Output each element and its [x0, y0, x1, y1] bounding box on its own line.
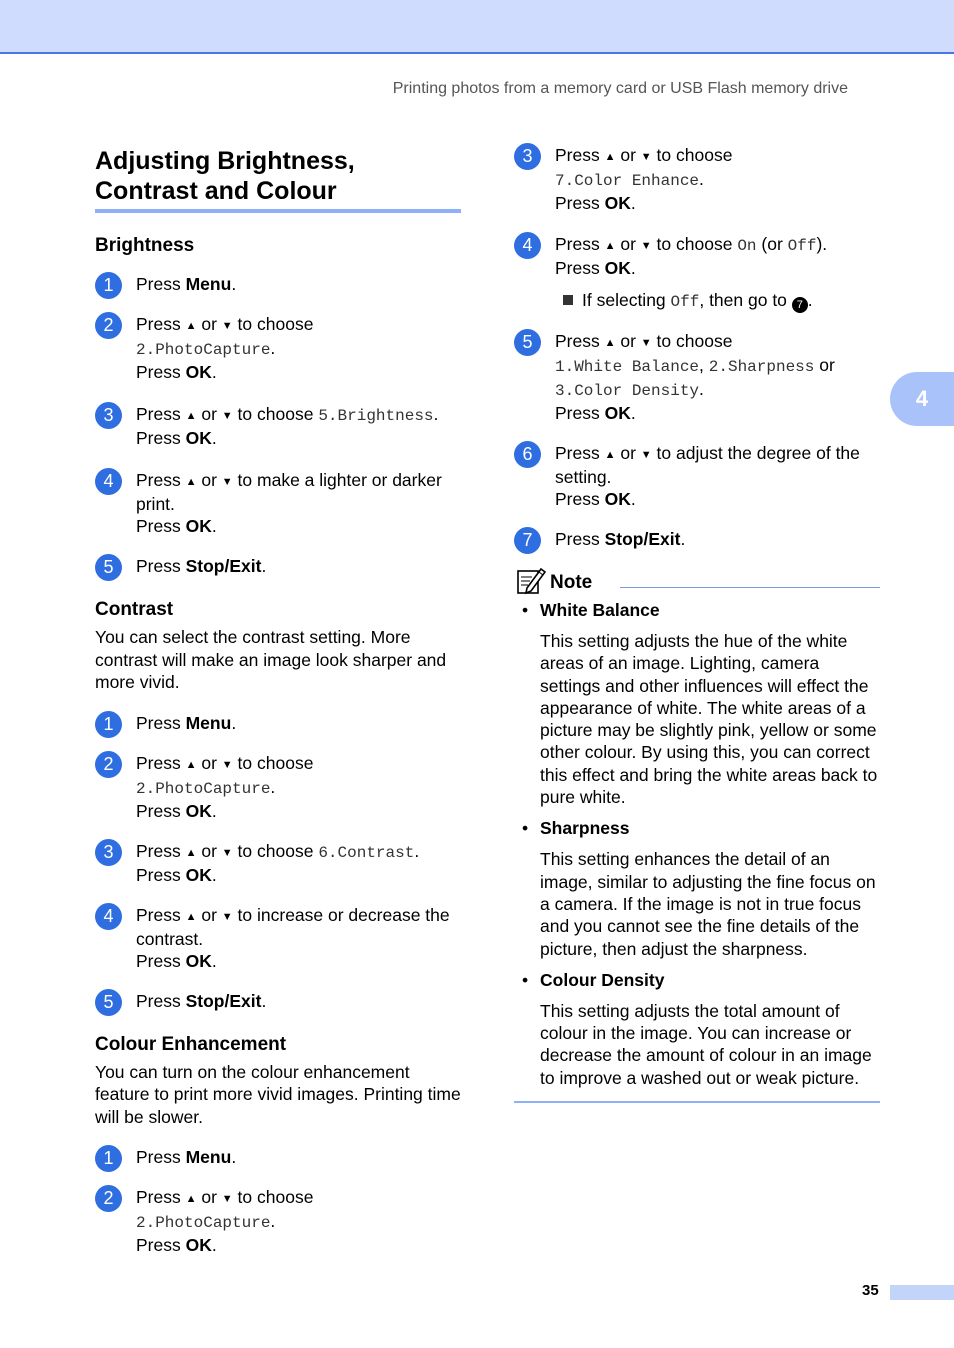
brightness-heading: Brightness [95, 235, 195, 256]
step-number-icon: 3 [95, 839, 122, 866]
step-number-icon: 6 [514, 441, 541, 468]
menu-code: 3.Color Density [555, 382, 700, 400]
bullet-icon: • [522, 818, 529, 839]
square-bullet-icon [563, 295, 573, 305]
arrow-up-icon: ▲ [604, 151, 616, 163]
arrow-up-icon: ▲ [185, 476, 197, 488]
page-title [95, 146, 465, 206]
note-header [514, 566, 880, 596]
contrast-step-1: 1 Press Menu. [95, 712, 465, 734]
menu-code: 1.White Balance [555, 358, 700, 376]
step-number-icon: 1 [95, 1145, 122, 1172]
step-number-icon: 3 [514, 143, 541, 170]
menu-code: 2.PhotoCapture [136, 341, 271, 359]
arrow-down-icon: ▼ [640, 240, 652, 252]
step-number-icon: 5 [95, 989, 122, 1016]
colour-enhancement-heading: Colour Enhancement [95, 1033, 287, 1055]
arrow-down-icon: ▼ [640, 449, 652, 461]
colour-step-7: 7 Press Stop/Exit. [514, 528, 880, 550]
page-number: 35 [862, 1282, 879, 1299]
menu-code: 2.PhotoCapture [136, 779, 271, 798]
menu-code: 2.Sharpness [708, 358, 815, 376]
step-reference-icon: 7 [792, 297, 808, 313]
chapter-tab: 4 [890, 372, 954, 426]
colour-step-5: 5 Press ▲ or ▼ to choose 1.White Balance, 2.Sharpness or 3.Color Density. Press OK. [514, 330, 880, 424]
menu-code: 7.Color Enhance [555, 172, 700, 190]
colour-step-3: 3 Press ▲ or ▼ to choose 7.Color Enhance. Press OK. [514, 144, 880, 214]
step-number-icon: 5 [514, 329, 541, 356]
colour-enhancement-intro: You can turn on the colour enhancement feature to print more vivid images. Printing time will be slower. [95, 1061, 461, 1127]
contrast-step-3: 3 Press ▲ or ▼ to choose 6.Contrast. Press OK. [95, 840, 465, 886]
contrast-step-4: 4 Press ▲ or ▼ to increase or decrease the contrast. Press OK. [95, 904, 465, 972]
arrow-down-icon: ▼ [221, 1193, 233, 1205]
arrow-up-icon: ▲ [185, 320, 197, 332]
note-item-title: Sharpness [540, 818, 630, 839]
note-item-title: White Balance [540, 600, 660, 620]
arrow-down-icon: ▼ [221, 910, 233, 923]
arrow-up-icon: ▲ [185, 846, 197, 859]
step-number-icon: 3 [95, 402, 122, 429]
note-end-rule [514, 1101, 880, 1103]
step-number-icon: 1 [95, 272, 122, 299]
note-item-colour-density [514, 969, 880, 1089]
arrow-up-icon: ▲ [185, 758, 197, 771]
note-item-white-balance [514, 599, 880, 808]
menu-code-off: Off [787, 237, 817, 255]
step-number-icon: 2 [95, 1185, 122, 1212]
menu-code: Off [670, 293, 700, 311]
right-column [514, 144, 880, 1103]
note-pencil-icon [516, 566, 546, 596]
step-number-icon: 7 [514, 527, 541, 554]
arrow-down-icon: ▼ [640, 337, 652, 349]
step-number-icon: 4 [95, 468, 122, 495]
colour-step-6: 6 Press ▲ or ▼ to adjust the degree of the setting. Press OK. [514, 442, 880, 510]
contrast-step-5: 5 Press Stop/Exit. [95, 990, 465, 1012]
page-title-line2: Contrast and Colour [95, 177, 337, 205]
running-header: Printing photos from a memory card or USB Flash memory drive [392, 80, 848, 97]
colour-step-2: 2 Press ▲ or ▼ to choose 2.PhotoCapture. Press OK. [95, 1186, 465, 1256]
arrow-up-icon: ▲ [604, 337, 616, 349]
note-item-sharpness [514, 817, 880, 959]
arrow-down-icon: ▼ [221, 846, 233, 859]
arrow-up-icon: ▲ [185, 1193, 197, 1205]
arrow-up-icon: ▲ [604, 449, 616, 461]
arrow-down-icon: ▼ [221, 320, 233, 332]
contrast-step-2: 2 Press ▲ or ▼ to choose 2.PhotoCapture. Press OK. [95, 752, 465, 822]
note-item-title: Colour Density [540, 969, 665, 990]
sub-bullet-off: If selecting Off, then go to 7 . [514, 289, 880, 313]
left-column [95, 146, 465, 1256]
step-number-icon: 5 [95, 554, 122, 581]
arrow-up-icon: ▲ [185, 410, 197, 422]
menu-code-on: On [737, 237, 757, 255]
note-item-text: This setting adjusts the hue of the white areas of an image. Lighting, camera settings and other influences will effect the appearance of white. The white areas of a picture may be slightly pink, yellow or some other colour. By using this, you can correct this effect and bring the white areas back to pure white. [540, 631, 878, 808]
step-number-icon: 2 [95, 751, 122, 778]
brightness-step-3: 3 Press ▲ or ▼ to choose 5.Brightness. Press OK. [95, 403, 465, 449]
menu-code: 2.PhotoCapture [136, 1214, 271, 1232]
arrow-up-icon: ▲ [185, 910, 197, 923]
colour-step-4: 4 Press ▲ or ▼ to choose On (or Off). Press OK. [514, 233, 880, 279]
bullet-icon: • [522, 969, 529, 990]
brightness-step-5: 5 Press Stop/Exit. [95, 555, 465, 577]
menu-code: 5.Brightness [318, 407, 434, 425]
menu-code: 6.Contrast [318, 843, 415, 862]
arrow-down-icon: ▼ [221, 476, 233, 488]
brightness-step-4: 4 Press ▲ or ▼ to make a lighter or darker print. Press OK. [95, 469, 465, 537]
note-item-text: This setting enhances the detail of an image, similar to adjusting the fine focus on a camera. If the image is not in true focus and you cannot see the fine details of the picture, then adjust the sharpness. [540, 849, 876, 959]
top-banner [0, 0, 954, 54]
page-number-bar [890, 1285, 954, 1300]
note-item-text: This setting adjusts the total amount of colour in the image. You can increase or decrease the amount of colour in an image to improve a washed out or weak picture. [540, 1000, 872, 1088]
step-number-icon: 2 [95, 312, 122, 339]
colour-step-1: 1 Press Menu. [95, 1146, 465, 1168]
brightness-step-1: 1 Press Menu. [95, 273, 465, 295]
arrow-up-icon: ▲ [604, 240, 616, 252]
step-number-icon: 4 [95, 903, 122, 930]
arrow-down-icon: ▼ [221, 758, 233, 771]
arrow-down-icon: ▼ [640, 151, 652, 163]
arrow-down-icon: ▼ [221, 410, 233, 422]
step-number-icon: 1 [95, 711, 122, 738]
brightness-step-2: 2 Press ▲ or ▼ to choose 2.PhotoCapture. Press OK. [95, 313, 465, 383]
contrast-intro: You can select the contrast setting. More contrast will make an image look sharper and more vivid. [95, 627, 447, 692]
step-number-icon: 4 [514, 232, 541, 259]
title-underline [95, 209, 461, 213]
bullet-icon: • [522, 600, 529, 620]
page-title-line1: Adjusting Brightness, [95, 147, 355, 175]
note-label: Note [550, 572, 593, 593]
note-divider [620, 587, 880, 588]
contrast-heading: Contrast [95, 599, 174, 620]
